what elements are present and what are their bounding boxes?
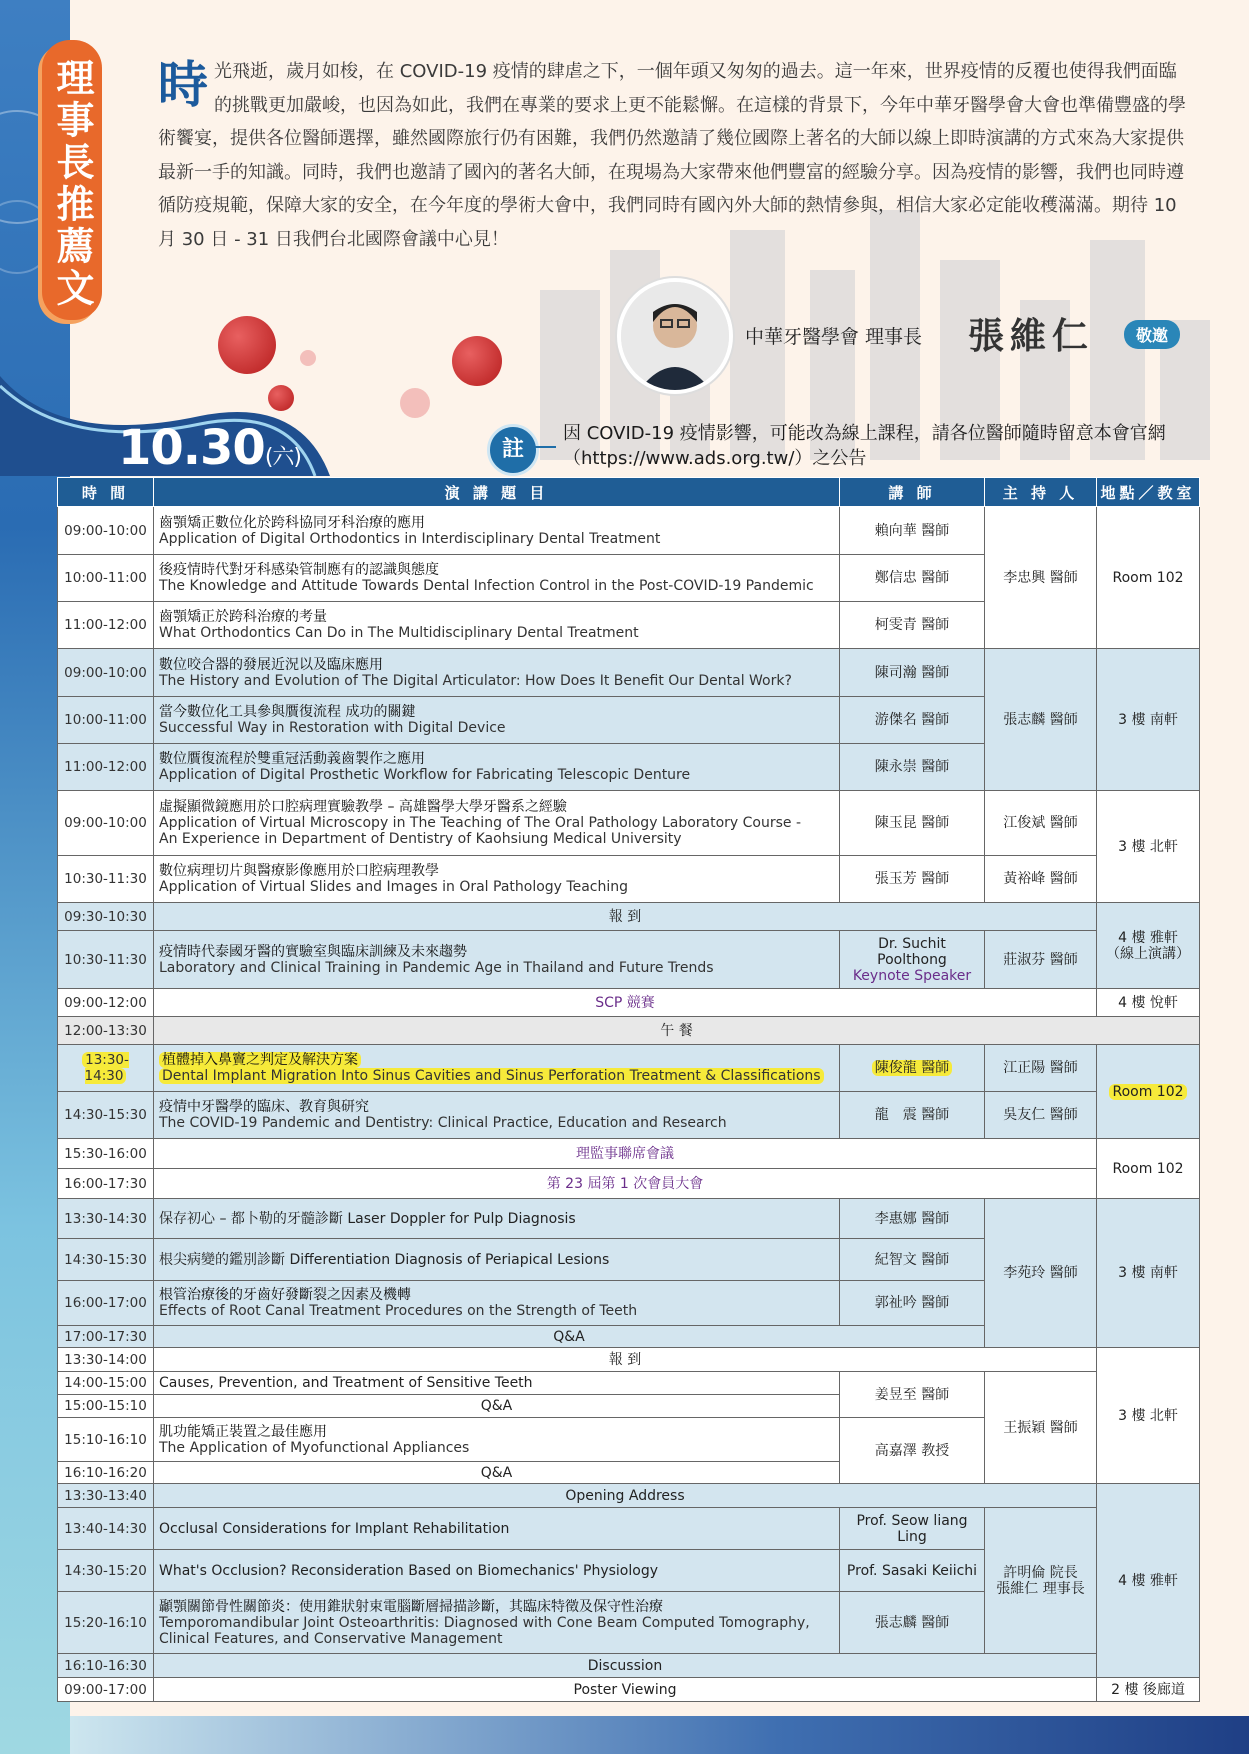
table-row: 12:00-13:30 午 餐 <box>58 1017 1200 1045</box>
table-row: 09:00-10:00 齒顎矯正數位化於跨科協同牙科治療的應用 Application of Digital Orthodontics in Interdisciplinary Dental Treatment 賴向華 醫師 李忠興 醫師 Room 102 <box>58 507 1200 555</box>
table-row: 13:30-14:30 植體掉入鼻竇之判定及解決方案 Dental Implant Migration Into Sinus Cavities and Sinus Perforation Treatment & Classifications 陳俊龍 醫師 江正陽 醫師 Room 102 <box>58 1045 1200 1092</box>
table-row: 14:30-15:20 What's Occlusion? Reconsideration Based on Biomechanics' Physiology Prof. Sasaki Keiichi <box>58 1550 1200 1592</box>
table-row: 13:40-14:30 Occlusal Considerations for Implant Rehabilitation Prof. Seow liang Ling 許明倫 院長 張維仁 理事長 <box>58 1508 1200 1550</box>
table-row: 14:30-15:30 疫情中牙醫學的臨床、教育與研究 The COVID-19 Pandemic and Dentistry: Clinical Practice, Education and Research 龍 震 醫師 吳友仁 醫師 <box>58 1092 1200 1139</box>
table-row: 14:30-15:30 根尖病變的鑑別診斷 Differentiation Diagnosis of Periapical Lesions 紀智文 醫師 <box>58 1239 1200 1281</box>
schedule-table <box>57 477 1200 1702</box>
table-row: 11:00-12:00 數位贋復流程於雙重冠活動義齒製作之應用 Application of Digital Prosthetic Workflow for Fabricating Telescopic Denture 陳永崇 醫師 <box>58 744 1200 791</box>
table-row: 16:10-16:30 Discussion <box>58 1654 1200 1678</box>
table-row: 16:00-17:00 根管治療後的牙齒好發斷裂之因素及機轉 Effects of Root Canal Treatment Procedures on the Strength of Teeth 郭祉吟 醫師 <box>58 1281 1200 1326</box>
note-icon: 註 <box>487 424 539 476</box>
table-row: 13:30-14:00 報 到 3 樓 北軒 <box>58 1348 1200 1372</box>
table-row: 13:30-13:40 Opening Address 4 樓 雅軒 <box>58 1484 1200 1508</box>
signature-title: 中華牙醫學會 理事長 <box>745 326 923 348</box>
table-row: 09:00-17:00 Poster Viewing 2 樓 後廊道 <box>58 1678 1200 1702</box>
table-row: 10:30-11:30 數位病理切片與醫療影像應用於口腔病理教學 Application of Virtual Slides and Images in Oral Pathology Teaching 張玉芳 醫師 黃裕峰 醫師 <box>58 856 1200 903</box>
bottom-decorative-band <box>70 1716 1249 1754</box>
table-row: 10:00-11:00 後疫情時代對牙科感染管制應有的認識與態度 The Knowledge and Attitude Towards Dental Infection Control in the Post-COVID-19 Pandemic 鄭信忠 醫師 <box>58 555 1200 602</box>
signature-name: 張維仁 <box>968 315 1095 357</box>
table-row: 16:10-16:20 Q&A <box>58 1462 1200 1484</box>
table-row: 09:00-10:00 數位咬合器的發展近況以及臨床應用 The History and Evolution of The Digital Articulator: How Does It Benefit Our Dental Work? 陳司瀚 醫師 張志麟 醫師 3 樓 南軒 <box>58 649 1200 697</box>
table-row: 10:00-11:00 當今數位化工具參與贋復流程 成功的關鍵 Successful Way in Restoration with Digital Device 游傑名 醫師 <box>58 697 1200 744</box>
signature-badge: 敬邀 <box>1124 320 1180 349</box>
table-row: 15:10-16:10 肌功能矯正裝置之最佳應用 The Application of Myofunctional Appliances 高嘉澤 教授 <box>58 1418 1200 1462</box>
table-header: 時 間 演 講 題 目 講 師 主 持 人 地點／教室 <box>58 478 1200 507</box>
table-row: 14:00-15:00 Causes, Prevention, and Treatment of Sensitive Teeth 姜昱至 醫師 王振穎 醫師 <box>58 1372 1200 1395</box>
virus-icon <box>452 336 502 386</box>
section-tag: 理事長推薦文 <box>42 40 102 320</box>
table-row: 11:00-12:00 齒顎矯正於跨科治療的考量 What Orthodontics Can Do in The Multidisciplinary Dental Treatment 柯雯青 醫師 <box>58 602 1200 649</box>
dropcap: 時 <box>158 56 208 114</box>
table-row: 09:00-12:00 SCP 競賽 4 樓 悅軒 <box>58 989 1200 1017</box>
table-row: 15:30-16:00 理監事聯席會議 Room 102 <box>58 1139 1200 1169</box>
note-text: 因 COVID-19 疫情影響，可能改為線上課程，請各位醫師隨時留意本會官網（https://www.ads.org.tw/）之公告 <box>563 423 1166 469</box>
table-row: 15:00-15:10 Q&A <box>58 1395 1200 1418</box>
avatar <box>617 278 733 394</box>
table-row: 10:30-11:30 疫情時代泰國牙醫的實驗室與臨床訓練及未來趨勢 Laboratory and Clinical Training in Pandemic Age in Thailand and Future Trends Dr. Suchit Poolthong Keynote Speaker 莊淑芬 醫師 <box>58 931 1200 989</box>
intro-paragraph: 時光飛逝，歲月如梭，在 COVID-19 疫情的肆虐之下，一個年頭又匆匆的過去。這一年來，世界疫情的反覆也使得我們面臨的挑戰更加嚴峻，也因為如此，我們在專業的要求上更不能鬆懈。在這樣的背景下，今年中華牙醫學會大會也準備豐盛的學術饗宴，提供各位醫師選擇，雖然國際旅行仍有困難，我們仍然邀請了幾位國際上著名的大師以線上即時演講的方式來為大家提供最新一手的知識。同時，我們也邀請了國內的著名大師，在現場為大家帶來他們豐富的經驗分享。因為疫情的影響，我們也同時遵循防疫規範，保障大家的安全，在今年度的學術大會中，我們同時有國內外大師的熱情參與，相信大家必定能收穫滿滿。期待 10 月 30 日 - 31 日我們台北國際會議中心見！ <box>158 56 1186 250</box>
table-row: 15:20-16:10 顳顎關節骨性關節炎：使用錐狀射束電腦斷層掃描診斷，其臨床特徵及保守性治療 Temporomandibular Joint Osteoarthritis: Diagnosed with Cone Beam Computed Tomography, Clinical Features, and Conservative Management 張志麟 醫師 <box>58 1592 1200 1654</box>
person-icon <box>621 282 729 390</box>
event-date: 10.30(六) <box>118 420 301 476</box>
virus-icon <box>218 316 276 374</box>
table-row: 16:00-17:30 第 23 屆第 1 次會員大會 <box>58 1169 1200 1199</box>
table-row: 17:00-17:30 Q&A <box>58 1326 1200 1348</box>
table-row: 09:00-10:00 虛擬顯微鏡應用於口腔病理實驗教學 – 高雄醫學大學牙醫系之經驗 Application of Virtual Microscopy in The Teaching of The Oral Pathology Laboratory Course - An Experience in Department of Dentistry of Kaohsiung Medical University 陳玉昆 醫師 江俊斌 醫師 3 樓 北軒 <box>58 791 1200 856</box>
table-row: 13:30-14:30 保存初心 – 都卜勒的牙髓診斷 Laser Doppler for Pulp Diagnosis 李惠娜 醫師 李苑玲 醫師 3 樓 南軒 <box>58 1199 1200 1239</box>
table-row: 09:30-10:30 報 到 4 樓 雅軒 （線上演講） <box>58 903 1200 931</box>
